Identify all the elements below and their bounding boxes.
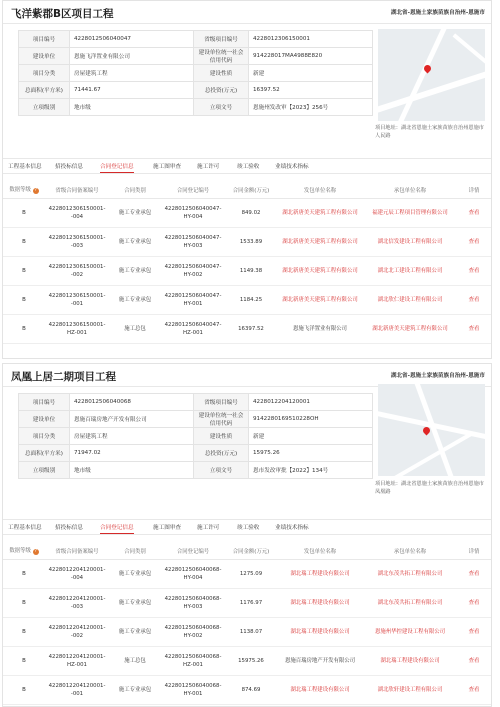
contractor-link[interactable]: 湖北信发建设工程有限公司 bbox=[363, 228, 457, 257]
tab-basic-info[interactable]: 工程基本信息 bbox=[8, 164, 42, 170]
view-link[interactable]: 查看 bbox=[457, 589, 491, 618]
provincial-contract-no: 4228012204120001--003 bbox=[45, 589, 109, 618]
info-label: 立项级别 bbox=[19, 462, 70, 479]
employer-link[interactable]: 湖北新唐美天建筑工程有限公司 bbox=[277, 286, 363, 315]
table-header bbox=[3, 181, 491, 199]
info-value: 新建 bbox=[249, 65, 373, 82]
tab-contract[interactable]: 合同登记信息 bbox=[100, 525, 134, 531]
info-label: 立项文号 bbox=[194, 462, 249, 479]
info-label: 项目分类 bbox=[19, 428, 70, 445]
table-row bbox=[3, 257, 491, 286]
employer-link[interactable]: 湖北新唐美天建筑工程有限公司 bbox=[277, 199, 363, 228]
contract-amount: 1176.97 bbox=[225, 589, 277, 618]
contract-amount: 15975.26 bbox=[225, 647, 277, 676]
employer-link[interactable]: 湖北瑞工程建设有限公司 bbox=[277, 589, 363, 618]
project-location: 湖北省-恩施土家族苗族自治州-恩施市 bbox=[390, 10, 485, 16]
info-value: 16397.52 bbox=[249, 82, 373, 99]
contract-amount: 1275.09 bbox=[225, 560, 277, 589]
contractor-link[interactable]: 湖北东茂共拓工程有限公司 bbox=[363, 560, 457, 589]
info-label: 立项文号 bbox=[194, 99, 249, 116]
contract-amount: 1138.07 bbox=[225, 618, 277, 647]
provincial-contract-no: 4228012306150001-HZ-001 bbox=[45, 315, 109, 344]
info-value: 4228012506040047 bbox=[70, 31, 194, 48]
location-map[interactable] bbox=[378, 29, 485, 121]
contractor-link[interactable]: 湖北欣仁建设工程有限公司 bbox=[363, 286, 457, 315]
contract-amount: 1184.25 bbox=[225, 286, 277, 315]
contract-amount: 874.69 bbox=[225, 676, 277, 705]
contract-type: 施工专业承包 bbox=[109, 560, 161, 589]
location-map[interactable] bbox=[378, 384, 485, 476]
view-link[interactable]: 查看 bbox=[457, 647, 491, 676]
tab-metrics[interactable]: 业绩技术指标 bbox=[275, 525, 309, 531]
column-header: 发包单位名称 bbox=[277, 542, 363, 560]
column-header: 合同登记编号 bbox=[161, 542, 225, 560]
provincial-contract-no: 4228012204120001--001 bbox=[45, 676, 109, 705]
info-label: 省级项目编号 bbox=[194, 394, 249, 411]
contract-table bbox=[3, 542, 491, 705]
table-row bbox=[3, 286, 491, 315]
data-level: B bbox=[3, 589, 45, 618]
info-value: 9142280169510228OH bbox=[249, 411, 373, 428]
contract-amount: 849.02 bbox=[225, 199, 277, 228]
info-value: 地市级 bbox=[70, 462, 194, 479]
column-header: 发包单位名称 bbox=[277, 181, 363, 199]
column-header: 详情 bbox=[457, 542, 491, 560]
info-label: 总投资(万元) bbox=[194, 82, 249, 99]
contract-type: 施工专业承包 bbox=[109, 257, 161, 286]
info-value: 4228012204120001 bbox=[249, 394, 373, 411]
provincial-contract-no: 4228012306150001--004 bbox=[45, 199, 109, 228]
column-header: 合同登记编号 bbox=[161, 181, 225, 199]
provincial-contract-no: 4228012204120001--002 bbox=[45, 618, 109, 647]
info-value: 房屋建筑工程 bbox=[70, 65, 194, 82]
contract-reg-no: 4228012506040068-HZ-001 bbox=[161, 647, 225, 676]
contract-type: 施工专业承包 bbox=[109, 228, 161, 257]
info-value: 恩施飞洋置业有限公司 bbox=[70, 48, 194, 65]
column-header: 合同类别 bbox=[109, 542, 161, 560]
provincial-contract-no: 4228012204120001--004 bbox=[45, 560, 109, 589]
data-level: B bbox=[3, 228, 45, 257]
info-value: 4228012506040068 bbox=[70, 394, 194, 411]
data-level: B bbox=[3, 676, 45, 705]
data-level: B bbox=[3, 647, 45, 676]
employer-name[interactable]: 恩施百瑞房地产开发有限公司 bbox=[277, 647, 363, 676]
employer-link[interactable]: 湖北瑞工程建设有限公司 bbox=[277, 560, 363, 589]
table-row bbox=[3, 199, 491, 228]
provincial-contract-no: 4228012204120001-HZ-001 bbox=[45, 647, 109, 676]
project-info-table bbox=[18, 30, 373, 116]
table-row bbox=[3, 589, 491, 618]
tab-bidding[interactable]: 招投标信息 bbox=[55, 164, 83, 170]
project-card bbox=[2, 363, 492, 707]
tab-contract[interactable]: 合同登记信息 bbox=[100, 164, 134, 170]
view-link[interactable]: 查看 bbox=[457, 676, 491, 705]
info-value: 914228017MA4988E820 bbox=[249, 48, 373, 65]
help-icon[interactable]: ? bbox=[34, 188, 37, 193]
info-value: 房屋建筑工程 bbox=[70, 428, 194, 445]
data-level: B bbox=[3, 618, 45, 647]
column-header: 合同金额(万元) bbox=[225, 181, 277, 199]
contract-amount: 1533.89 bbox=[225, 228, 277, 257]
provincial-contract-no: 4228012306150001--002 bbox=[45, 257, 109, 286]
info-label: 建设单位统一社会信用代码 bbox=[194, 48, 249, 65]
contract-type: 施工总包 bbox=[109, 647, 161, 676]
column-header: 合同类别 bbox=[109, 181, 161, 199]
project-card bbox=[2, 0, 492, 359]
view-link[interactable]: 查看 bbox=[457, 257, 491, 286]
info-label: 总面积(平方米) bbox=[19, 445, 70, 462]
project-address: 项目地址：湖北省恩施土家族苗族自治州恩施市凤凰路 bbox=[375, 481, 484, 495]
table-row bbox=[3, 560, 491, 589]
info-value: 71947.02 bbox=[70, 445, 194, 462]
view-link[interactable]: 查看 bbox=[457, 228, 491, 257]
column-header: 省级合同备案编号 bbox=[45, 542, 109, 560]
view-link[interactable]: 查看 bbox=[457, 199, 491, 228]
tab-basic-info[interactable]: 工程基本信息 bbox=[8, 525, 42, 531]
view-link[interactable]: 查看 bbox=[457, 286, 491, 315]
contract-type: 施工专业承包 bbox=[109, 618, 161, 647]
contract-reg-no: 4228012506040068-HY-001 bbox=[161, 676, 225, 705]
table-row bbox=[3, 228, 491, 257]
info-label: 建设单位 bbox=[19, 411, 70, 428]
tab-drawing-review[interactable]: 施工图审查 bbox=[153, 525, 181, 531]
info-value: 恩市发改审批【2022】134号 bbox=[249, 462, 373, 479]
contract-reg-no: 4228012506040068-HY-002 bbox=[161, 618, 225, 647]
info-value: 71441.67 bbox=[70, 82, 194, 99]
contract-reg-no: 4228012506040068-HY-003 bbox=[161, 589, 225, 618]
tab-permit[interactable]: 施工许可 bbox=[197, 525, 220, 531]
info-label: 建设性质 bbox=[194, 65, 249, 82]
column-header: 省级合同备案编号 bbox=[45, 181, 109, 199]
column-header: 详情 bbox=[457, 181, 491, 199]
help-icon[interactable]: ? bbox=[34, 549, 37, 554]
column-header: 合同金额(万元) bbox=[225, 542, 277, 560]
info-label: 建设性质 bbox=[194, 428, 249, 445]
info-label: 项目编号 bbox=[19, 31, 70, 48]
project-header bbox=[3, 1, 491, 24]
contract-amount: 1149.38 bbox=[225, 257, 277, 286]
info-value: 15975.26 bbox=[249, 445, 373, 462]
contract-reg-no: 4228012506040047-HY-004 bbox=[161, 199, 225, 228]
contractor-link[interactable]: 恩施州华控建设工程有限公司 bbox=[363, 618, 457, 647]
data-level: B bbox=[3, 286, 45, 315]
data-level: B bbox=[3, 560, 45, 589]
provincial-contract-no: 4228012306150001--001 bbox=[45, 286, 109, 315]
tab-bar bbox=[3, 158, 491, 174]
column-header: 承包单位名称 bbox=[363, 181, 457, 199]
info-value: 4228012306150001 bbox=[249, 31, 373, 48]
info-value: 地市级 bbox=[70, 99, 194, 116]
contract-amount: 16397.52 bbox=[225, 315, 277, 344]
tab-metrics[interactable]: 业绩技术指标 bbox=[275, 164, 309, 170]
table-row bbox=[3, 315, 491, 344]
column-header: 承包单位名称 bbox=[363, 542, 457, 560]
data-level: B bbox=[3, 257, 45, 286]
contract-type: 施工专业承包 bbox=[109, 676, 161, 705]
data-level: B bbox=[3, 315, 45, 344]
contract-type: 施工专业承包 bbox=[109, 589, 161, 618]
column-header: 数据等级 ? bbox=[3, 542, 45, 560]
info-label: 项目分类 bbox=[19, 65, 70, 82]
project-title: 飞洋紫郡B区项目工程 bbox=[11, 8, 114, 20]
project-location: 湖北省-恩施土家族苗族自治州-恩施市 bbox=[390, 373, 485, 379]
contract-reg-no: 4228012506040047-HY-001 bbox=[161, 286, 225, 315]
table-row bbox=[3, 676, 491, 705]
project-title: 凤凰上居二期项目工程 bbox=[11, 371, 116, 383]
data-level: B bbox=[3, 199, 45, 228]
info-label: 建设单位 bbox=[19, 48, 70, 65]
employer-link[interactable]: 湖北新唐美天建筑工程有限公司 bbox=[277, 228, 363, 257]
contract-reg-no: 4228012506040047-HZ-001 bbox=[161, 315, 225, 344]
tab-bar bbox=[3, 519, 491, 535]
info-value: 恩施百瑞房地产开发有限公司 bbox=[70, 411, 194, 428]
info-label: 立项级别 bbox=[19, 99, 70, 116]
info-label: 建设单位统一社会信用代码 bbox=[194, 411, 249, 428]
contract-table bbox=[3, 181, 491, 344]
contractor-link[interactable]: 福建元辰工程项目管理有限公司 bbox=[363, 199, 457, 228]
contractor-link[interactable]: 湖北东茂共拓工程有限公司 bbox=[363, 589, 457, 618]
table-header bbox=[3, 542, 491, 560]
contract-type: 施工专业承包 bbox=[109, 199, 161, 228]
view-link[interactable]: 查看 bbox=[457, 315, 491, 344]
info-label: 总投资(万元) bbox=[194, 445, 249, 462]
table-row bbox=[3, 647, 491, 676]
project-info-table bbox=[18, 393, 373, 479]
tab-permit[interactable]: 施工许可 bbox=[197, 164, 220, 170]
contract-reg-no: 4228012506040047-HY-002 bbox=[161, 257, 225, 286]
employer-link[interactable]: 湖北瑞工程建设有限公司 bbox=[277, 676, 363, 705]
tab-bidding[interactable]: 招投标信息 bbox=[55, 525, 83, 531]
contractor-link[interactable]: 湖北欣轩建设工程有限公司 bbox=[363, 676, 457, 705]
info-label: 省级项目编号 bbox=[194, 31, 249, 48]
contract-reg-no: 4228012506040068-HY-004 bbox=[161, 560, 225, 589]
contract-type: 施工专业承包 bbox=[109, 286, 161, 315]
provincial-contract-no: 4228012306150001--003 bbox=[45, 228, 109, 257]
contractor-link[interactable]: 湖北瑞工程建设有限公司 bbox=[363, 647, 457, 676]
contract-reg-no: 4228012506040047-HY-003 bbox=[161, 228, 225, 257]
contract-type: 施工总包 bbox=[109, 315, 161, 344]
info-label: 总面积(平方米) bbox=[19, 82, 70, 99]
tab-acceptance[interactable]: 竣工验收 bbox=[237, 164, 260, 170]
table-row bbox=[3, 618, 491, 647]
info-label: 项目编号 bbox=[19, 394, 70, 411]
column-header: 数据等级 ? bbox=[3, 181, 45, 199]
info-value: 恩施州发改审【2023】256号 bbox=[249, 99, 373, 116]
employer-link[interactable]: 湖北新唐美天建筑工程有限公司 bbox=[277, 257, 363, 286]
info-value: 新建 bbox=[249, 428, 373, 445]
employer-link[interactable]: 湖北瑞工程建设有限公司 bbox=[277, 618, 363, 647]
view-link[interactable]: 查看 bbox=[457, 618, 491, 647]
view-link[interactable]: 查看 bbox=[457, 560, 491, 589]
contractor-link[interactable]: 湖北北工建设工程有限公司 bbox=[363, 257, 457, 286]
tab-drawing-review[interactable]: 施工图审查 bbox=[153, 164, 181, 170]
project-address: 项目地址：湖北省恩施土家族苗族自治州恩施市人民路 bbox=[375, 125, 484, 139]
employer-name[interactable]: 恩施飞洋置业有限公司 bbox=[277, 315, 363, 344]
contractor-link[interactable]: 湖北新唐美天建筑工程有限公司 bbox=[363, 315, 457, 344]
tab-acceptance[interactable]: 竣工验收 bbox=[237, 525, 260, 531]
